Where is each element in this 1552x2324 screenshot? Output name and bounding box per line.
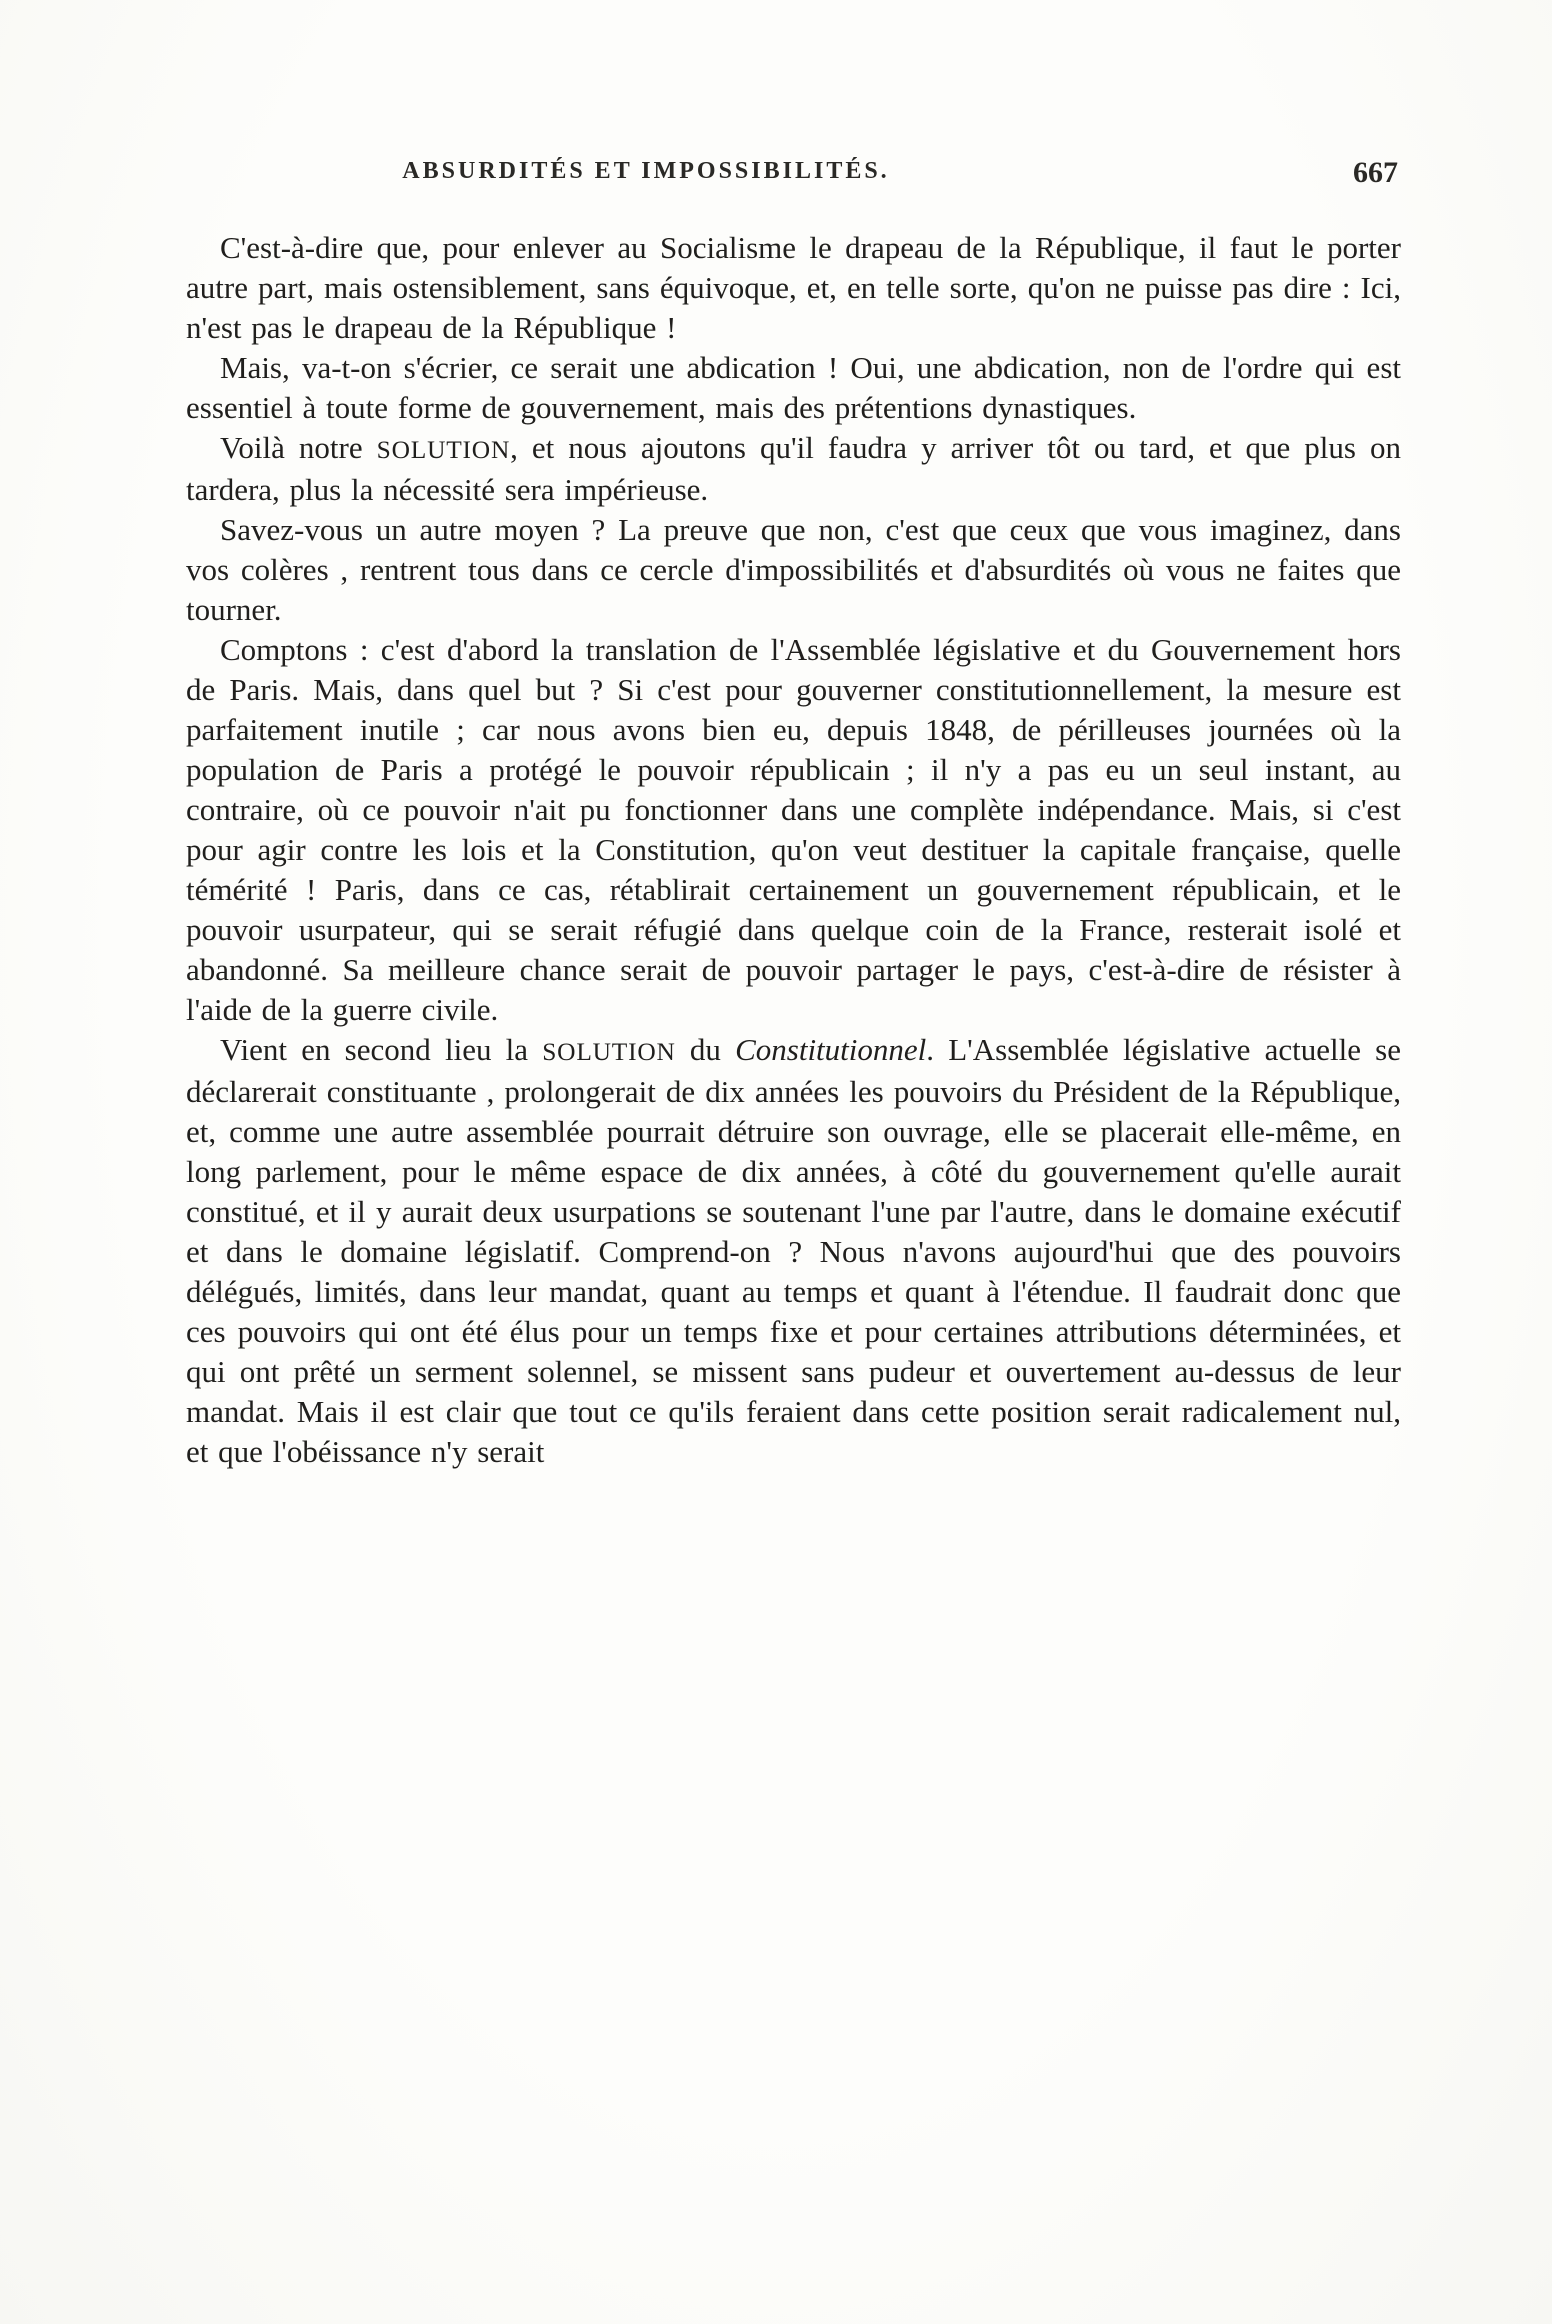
running-head-title: ABSURDITÉS ET IMPOSSIBILITÉS.	[402, 158, 890, 184]
paragraph	[186, 630, 1401, 1030]
paragraph	[186, 348, 1401, 428]
text-run: SOLUTION	[542, 1038, 676, 1066]
text-run: . L'Assemblée législative actuelle se déclarerait constituante , prolongerait de dix années les pouvoirs du Président de la République, et, comme une autre assemblée pourrait détruire son ouvrage, elle se placerait elle-même, en long parlement, pour le même espace de dix années, à côté du gouvernement qu'elle aurait constitué, et il y aurait deux usurpations se soutenant l'une par l'autre, dans le domaine exécutif et dans le domaine législatif. Comprend-on ? Nous n'avons aujourd'hui que des pouvoirs délégués, limités, dans leur mandat, quant au temps et quant à l'étendue. Il faudrait donc que ces pouvoirs qui ont été élus pour un temps fixe et pour certaines attributions déterminées, et qui ont prêté un serment solennel, se missent sans pudeur et ouvertement au-dessus de leur mandat. Mais il est clair que tout ce qu'ils feraient dans cette position serait radicalement nul, et que l'obéissance n'y serait	[186, 1032, 1401, 1469]
text-run: Voilà notre	[220, 430, 377, 465]
text-block	[186, 228, 1401, 1472]
text-run: C'est-à-dire que, pour enlever au Socialisme le drapeau de la République, il faut le porter autre part, mais ostensiblement, sans équivoque, et, en telle sorte, qu'on ne puisse pas dire : Ici, n'est pas le drapeau de la République !	[186, 230, 1401, 345]
page-number: 667	[1353, 156, 1398, 189]
text-run: Vient en second lieu la	[220, 1032, 543, 1067]
paragraph	[186, 1030, 1401, 1472]
page-header	[186, 158, 1398, 198]
paragraph	[186, 510, 1401, 630]
paragraph	[186, 228, 1401, 348]
text-run: SOLUTION	[376, 436, 511, 464]
text-run: Mais, va-t-on s'écrier, ce serait une abdication ! Oui, une abdication, non de l'ordre qui est essentiel à toute forme de gouvernement, mais des prétentions dynastiques.	[186, 350, 1401, 425]
text-run: Savez-vous un autre moyen ? La preuve que non, c'est que ceux que vous imaginez, dans vos colères , rentrent tous dans ce cercle d'impossibilités et d'absurdités où vous ne faites que tourner.	[186, 512, 1401, 627]
paragraph	[186, 428, 1401, 510]
text-run: du	[675, 1032, 736, 1067]
text-run: Comptons : c'est d'abord la translation de l'Assemblée législative et du Gouvernement hors de Paris. Mais, dans quel but ? Si c'est pour gouverner constitutionnellement, la mesure est parfaitement inutile ; car nous avons bien eu, depuis 1848, de périlleuses journées où la population de Paris a protégé le pouvoir républicain ; il n'y a pas eu un seul instant, au contraire, où ce pouvoir n'ait pu fonctionner dans une complète indépendance. Mais, si c'est pour agir contre les lois et la Constitution, qu'on veut destituer la capitale française, quelle témérité ! Paris, dans ce cas, rétablirait certainement un gouvernement républicain, et le pouvoir usurpateur, qui se serait réfugié dans quelque coin de la France, resterait isolé et abandonné. Sa meilleure chance serait de pouvoir partager le pays, c'est-à-dire de résister à l'aide de la guerre civile.	[186, 632, 1401, 1027]
text-run: Constitutionnel	[735, 1032, 927, 1067]
text-run: , et nous ajoutons qu'il faudra y arriver tôt ou tard, et que plus on tardera, plus la nécessité sera impérieuse.	[186, 430, 1401, 507]
